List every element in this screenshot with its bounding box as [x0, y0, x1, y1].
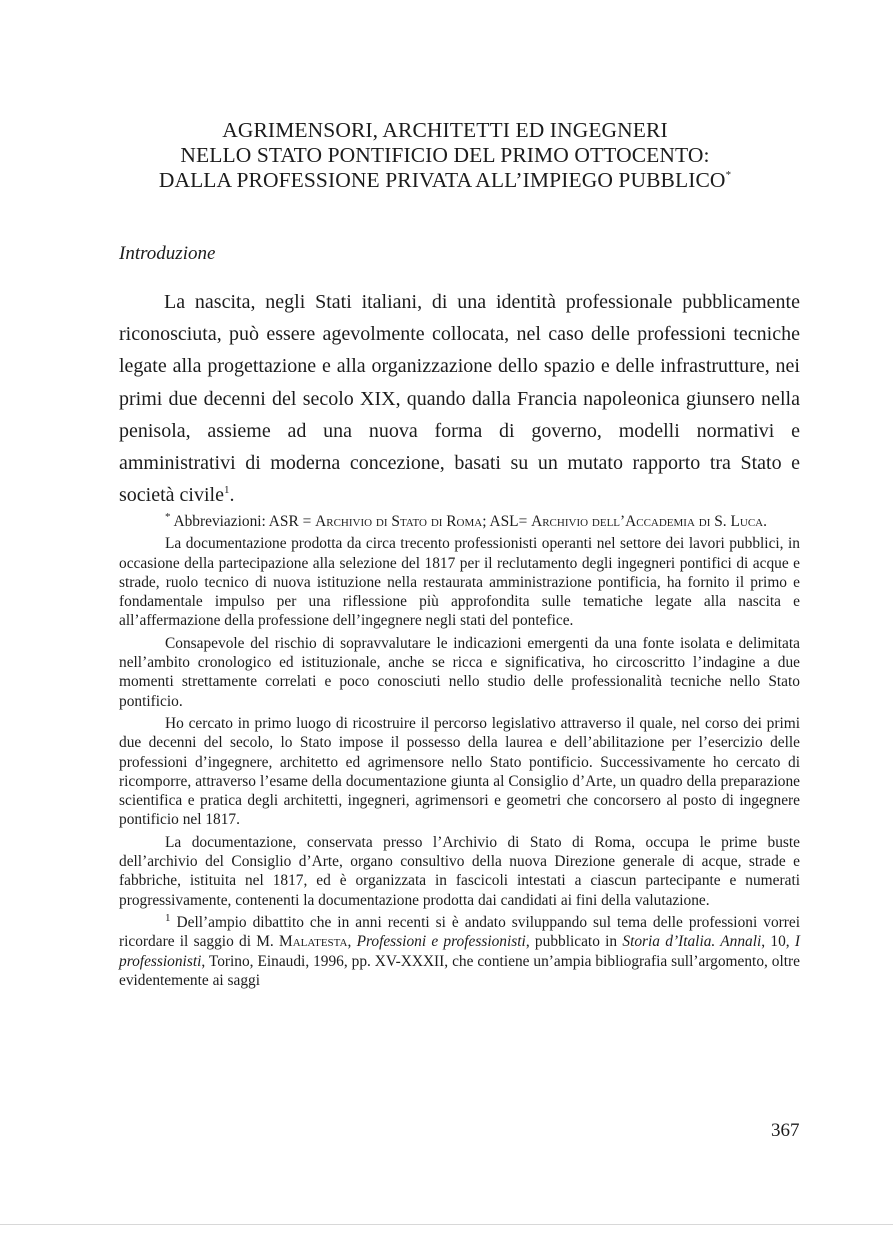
- footnote-1-part4: , 10,: [761, 933, 795, 951]
- title-line-3-text: DALLA PROFESSIONE PRIVATA ALL’IMPIEGO PUBBLICO: [158, 168, 726, 192]
- footnote-1-part3: , pubblicato in: [525, 933, 623, 951]
- footnote-1-part1: Dell’ampio dibattito che in anni recenti si è andato sviluppando sul tema delle professioni vorrei ricordare il saggio di M.: [119, 913, 800, 951]
- note-paragraph-3: Ho cercato in primo luogo di ricostruire il percorso legislativo attraverso il quale, nel corso dei primi due decenni del secolo, lo Stato impose il possesso della laurea e dell’abilitazione per l’esercizio delle professioni d’ingegnere, architetto ed agrimensore nello Stato pontificio. Successivamente ho cercato di ricomporre, attraverso l’esame della documentazione giunta al Consiglio d’Arte, un quadro della preparazione scientifica e pratica degli architetti, ingegneri, agrimensori e geometri che concorsero al posto di ingegnere pontificio nel 1817.: [119, 714, 800, 829]
- title-line-3: [100, 168, 790, 193]
- asl-label: ; ASL=: [482, 513, 532, 530]
- intro-end: .: [229, 484, 235, 507]
- page-number: 367: [771, 1120, 800, 1141]
- note-paragraph-1: La documentazione prodotta da circa trecento professionisti operanti nel settore dei lavori pubblici, in occasione della partecipazione alla selezione del 1817 per il reclutamento degli ingegneri pontifici di acque e strade, ruolo tecnico di nuova istituzione nella restaurata amministrazione pontificia, ha fornito il primo e fondamentale impulso per una riflessione più approfondita sulle tematiche legate alla nascita e all’affermazione della professione dell’ingegnere negli stati del pontefice.: [119, 535, 800, 630]
- footnotes-area: [119, 512, 800, 990]
- article-title: [100, 118, 790, 193]
- footnote-1: [119, 913, 800, 990]
- footnote-1-part5: , Torino, Einaudi, 1996, pp. XV-XXXII, che contiene un’ampia bibliografia sull’argomento, oltre evidentemente ai saggi: [119, 952, 800, 989]
- asl-expansion: Archivio dell’Accademia di S. Luca: [531, 513, 764, 530]
- footnote-1-marker: 1: [165, 911, 171, 924]
- footnote-1-volume: I professionisti: [119, 933, 801, 970]
- intro-text: La nascita, negli Stati italiani, di una identità professionale pubblicamente riconosciuta, può essere agevolmente collocata, nel caso delle professioni tecniche legate alla progettazione e alla organizzazione dello spazio e delle infrastrutture, nei primi due decenni del secolo XIX, quando dalla Francia napoleonica giunsero nella penisola, assieme ad una nuova forma di governo, modelli normativi e amministrativi di moderna concezione, basati su un mutato rapporto tra Stato e società civile: [119, 291, 800, 507]
- footnote-asterisk-marker: *: [165, 511, 171, 523]
- footnote-ref-1: 1: [223, 484, 230, 497]
- note-paragraph-4: La documentazione, conservata presso l’Archivio di Stato di Roma, occupa le prime buste dell’archivio del Consiglio d’Arte, organo consultivo della nuova Direzione generale di acque, strade e fabbriche, istituita nel 1817, ed è organizzata in fascicoli intestati a ciascun partecipante e numerati progressivamente, contenenti la documentazione prodotta dai candidati ai fini della valutazione.: [119, 833, 800, 909]
- footnote-1-series: Storia d’Italia. Annali: [622, 933, 762, 951]
- title-line-2: NELLO STATO PONTIFICIO DEL PRIMO OTTOCENTO:: [180, 143, 710, 167]
- footnote-1-work-title: Professioni e professionisti: [356, 933, 526, 951]
- scan-edge-line: [0, 1224, 893, 1225]
- asterisk-note-end: .: [763, 513, 767, 530]
- abbrev-label: Abbreviazioni: ASR =: [173, 513, 316, 530]
- intro-paragraph: [119, 286, 800, 511]
- title-asterisk-marker: *: [725, 169, 732, 181]
- footnote-1-author: Malatesta: [279, 933, 348, 951]
- note-paragraph-2: Consapevole del rischio di sopravvalutare le indicazioni emergenti da una fonte isolata e delimitata nell’ambito cronologico ed istituzionale, anche se ricca e significativa, ho circoscritto l’indagine a due momenti strettamente correlati e poco conosciuti nello studio delle professionalità tecniche nello Stato pontificio.: [119, 634, 800, 710]
- asr-expansion: Archivio di Stato di Roma: [315, 513, 483, 530]
- footnote-asterisk: [119, 512, 800, 531]
- footnote-1-part2: ,: [347, 933, 357, 951]
- section-heading: Introduzione: [119, 243, 216, 264]
- title-line-1: AGRIMENSORI, ARCHITETTI ED INGEGNERI: [222, 118, 668, 142]
